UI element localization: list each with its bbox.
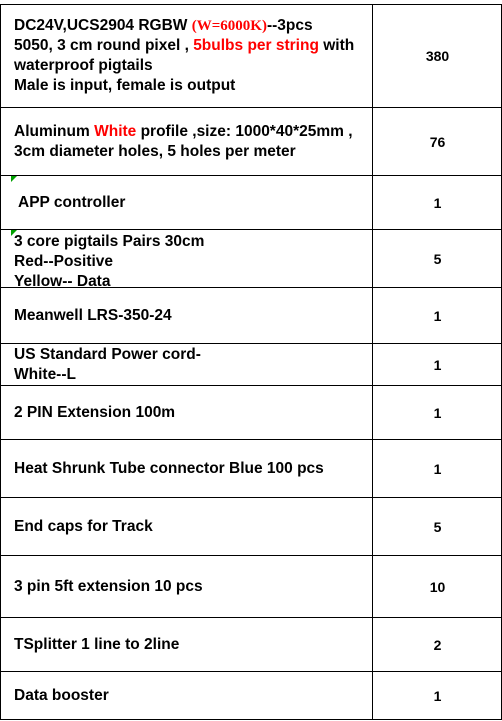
- table-row[interactable]: [0, 386, 502, 440]
- item-quantity: 1: [433, 460, 442, 477]
- grid-line: [0, 344, 1, 385]
- item-description: 2 PIN Extension 100m: [14, 403, 176, 421]
- grid-line: [0, 618, 1, 671]
- grid-line: [0, 440, 1, 497]
- grid-line: [0, 176, 1, 229]
- item-quantity: 5: [433, 250, 442, 267]
- table-row[interactable]: [0, 498, 502, 556]
- item-description: US Standard Power cord- White--L: [14, 345, 201, 383]
- item-quantity: 1: [433, 307, 442, 324]
- item-description: Data booster: [14, 686, 109, 704]
- item-quantity: 5: [433, 518, 442, 535]
- grid-line: [0, 386, 1, 439]
- item-description: DC24V,UCS2904 RGBW (W=6000K)--3pcs 5050, 3 cm round pixel , 5bulbs per string with waterproof pigtails Male is input, female is output: [14, 17, 355, 94]
- item-quantity: 1: [433, 404, 442, 421]
- grid-line: [0, 498, 1, 555]
- grid-line: [0, 672, 1, 719]
- item-quantity: 1: [433, 687, 442, 704]
- item-quantity: 1: [433, 194, 442, 211]
- grid-line: [0, 5, 1, 107]
- grid-line: [0, 288, 1, 343]
- item-description: Aluminum White profile ,size: 1000*40*25mm , 3cm diameter holes, 5 holes per meter: [14, 122, 353, 160]
- item-description: Heat Shrunk Tube connector Blue 100 pcs: [14, 459, 324, 477]
- table-row[interactable]: [0, 440, 502, 498]
- grid-line: [0, 108, 1, 175]
- table-row[interactable]: [0, 288, 502, 344]
- item-description: End caps for Track: [14, 517, 153, 535]
- table-row[interactable]: [0, 556, 502, 618]
- grid-line: [0, 230, 1, 287]
- table-row[interactable]: [0, 618, 502, 672]
- cell-marker-icon: [11, 176, 17, 182]
- item-description: APP controller: [18, 193, 126, 211]
- table-row[interactable]: [0, 4, 502, 108]
- table-row[interactable]: [0, 108, 502, 176]
- grid-line: [0, 556, 1, 617]
- item-description: 3 pin 5ft extension 10 pcs: [14, 577, 203, 595]
- table-row[interactable]: [0, 176, 502, 230]
- table-row[interactable]: [0, 230, 502, 288]
- item-quantity: 10: [429, 578, 446, 595]
- item-description: TSplitter 1 line to 2line: [14, 635, 180, 653]
- table-row[interactable]: [0, 672, 502, 720]
- item-quantity: 2: [433, 636, 442, 653]
- item-description: 3 core pigtails Pairs 30cm Red--Positive Yellow-- Data: [14, 233, 205, 287]
- table-row[interactable]: [0, 344, 502, 386]
- item-quantity: 76: [429, 133, 446, 150]
- item-quantity: 1: [433, 356, 442, 373]
- item-quantity: 380: [425, 48, 450, 64]
- item-description: Meanwell LRS-350-24: [14, 306, 172, 324]
